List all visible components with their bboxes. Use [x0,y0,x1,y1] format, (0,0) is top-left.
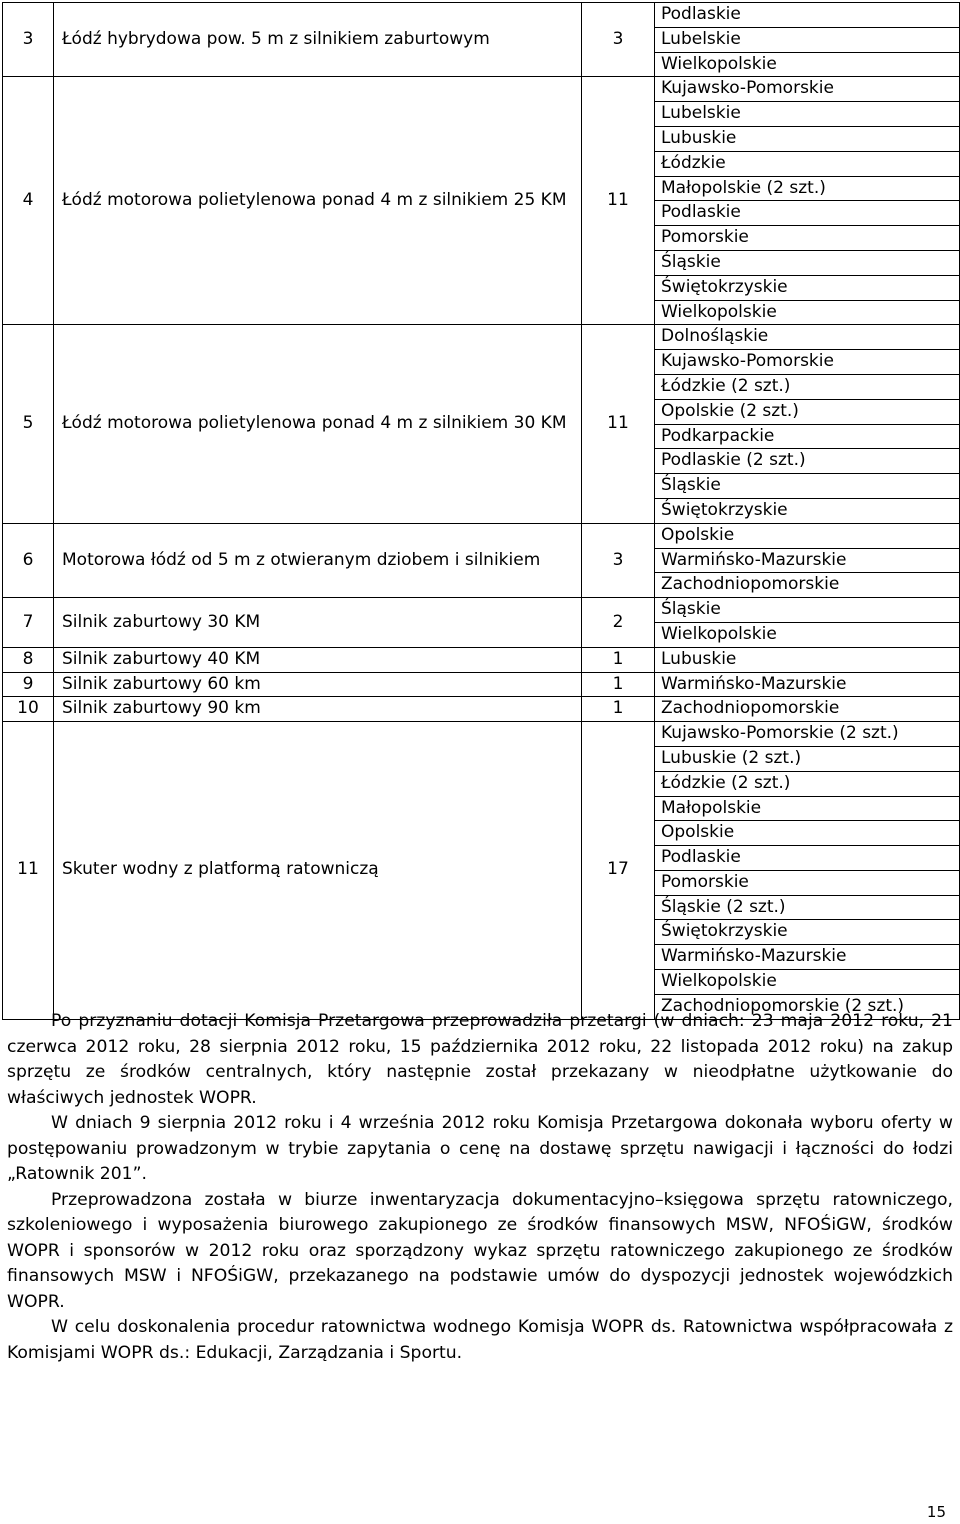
region-item: Kujawsko-Pomorskie [655,349,959,374]
item-name: Silnik zaburtowy 90 km [54,697,582,722]
region-item: Świętokrzyskie [655,498,959,523]
row-number: 11 [3,722,54,1020]
region-item: Wielkopolskie [655,300,959,325]
item-quantity: 1 [582,697,655,722]
table-row [3,722,960,1020]
equipment-table [2,2,960,1020]
row-number: 6 [3,523,54,597]
region-item: Zachodniopomorskie [655,572,959,597]
region-item: Podlaskie [655,200,959,225]
region-item: Lubuskie [661,648,737,669]
row-number: 9 [3,672,54,697]
item-name: Łódź motorowa polietylenowa ponad 4 m z silnikiem 30 KM [54,325,582,523]
paragraph-4: W celu doskonalenia procedur ratownictwa wodnego Komisja WOPR ds. Ratownictwa współpracowała z Komisjami WOPR ds.: Edukacji, Zarządzania i Sportu. [7,1317,953,1363]
table-row [3,523,960,597]
item-quantity: 11 [582,77,655,325]
item-name: Łódź hybrydowa pow. 5 m z silnikiem zaburtowym [54,3,582,77]
region-item: Wielkopolskie [655,969,959,994]
region-item: Łódzkie (2 szt.) [655,374,959,399]
item-name: Silnik zaburtowy 30 KM [54,598,582,648]
region-item: Pomorskie [655,870,959,895]
row-number: 5 [3,325,54,523]
region-item: Dolnośląskie [661,326,769,347]
paragraph-1: Po przyznaniu dotacji Komisja Przetargowa przeprowadziła przetargi (w dniach: 23 maja 2012 roku, 21 czerwca 2012 roku, 28 sierpnia 2012 roku, 15 października 2012 roku, 22 listopada 2012 roku) na zakup sprzętu ze środków centralnych, który następnie został przekazany w nieodpłatne użytkowanie do właściwych jednostek WOPR. [7,1011,953,1108]
item-quantity: 17 [582,722,655,1020]
page-number: 15 [926,1503,946,1521]
region-item: Warmińsko-Mazurskie [655,944,959,969]
item-quantity: 1 [582,647,655,672]
region-list [655,523,960,597]
table-row [3,697,960,722]
region-item: Śląskie (2 szt.) [655,895,959,920]
item-name: Skuter wodny z platformą ratowniczą [54,722,582,1020]
region-item: Kujawsko-Pomorskie [661,78,834,99]
region-item: Kujawsko-Pomorskie (2 szt.) [661,723,899,744]
table-row [3,598,960,648]
region-list [655,3,960,77]
body-text [7,1009,953,1366]
region-list [655,647,960,672]
item-name: Silnik zaburtowy 60 km [54,672,582,697]
region-item: Podlaskie [661,4,741,24]
item-quantity: 11 [582,325,655,523]
region-item: Świętokrzyskie [655,919,959,944]
paragraph-3: Przeprowadzona została w biurze inwentaryzacja dokumentacyjno–księgowa sprzętu ratowniczego, szkoleniowego i wyposażenia biurowego zakupionego ze środków finansowych MSW, NFOŚiGW, środków WOPR i sponsorów w 2012 roku oraz sporządzony wykaz sprzętu ratowniczego zakupionego ze środków finansowych MSW i NFOŚiGW, przekazanego na podstawie umów do dyspozycji jednostek wojewódzkich WOPR. [7,1189,953,1312]
table-row [3,3,960,77]
item-name: Motorowa łódź od 5 m z otwieranym dziobem i silnikiem [54,523,582,597]
item-quantity: 3 [582,3,655,77]
item-quantity: 1 [582,672,655,697]
row-number: 3 [3,3,54,77]
item-name: Silnik zaburtowy 40 KM [54,647,582,672]
region-list [655,77,960,325]
region-item: Podlaskie [655,845,959,870]
region-item: Warmińsko-Mazurskie [661,673,847,694]
row-number: 8 [3,647,54,672]
item-quantity: 3 [582,523,655,597]
region-item: Małopolskie [655,796,959,821]
region-list [655,325,960,523]
region-item: Śląskie [655,250,959,275]
region-list [655,672,960,697]
region-item: Łódzkie [655,151,959,176]
region-list [655,697,960,722]
region-item: Opolskie (2 szt.) [655,399,959,424]
paragraph-2: W dniach 9 sierpnia 2012 roku i 4 września 2012 roku Komisja Przetargowa dokonała wyboru oferty w postępowaniu prowadzonym w trybie zapytania o cenę na dostawę sprzętu nawigacji i łączności do łodzi „Ratownik 201”. [7,1113,953,1184]
row-number: 7 [3,598,54,648]
region-item: Lubelskie [655,101,959,126]
region-item: Podlaskie (2 szt.) [655,448,959,473]
region-item: Świętokrzyskie [655,275,959,300]
region-item: Lubuskie (2 szt.) [655,746,959,771]
region-list [655,722,960,1020]
region-item: Podkarpackie [655,424,959,449]
table-row [3,77,960,325]
row-number: 10 [3,697,54,722]
region-item: Wielkopolskie [655,52,959,77]
table-row [3,647,960,672]
region-item: Łódzkie (2 szt.) [655,771,959,796]
region-list [655,598,960,648]
region-item: Warmińsko-Mazurskie [655,548,959,573]
region-item: Pomorskie [655,225,959,250]
region-item: Zachodniopomorskie [661,698,840,719]
item-quantity: 2 [582,598,655,648]
item-name: Łódź motorowa polietylenowa ponad 4 m z silnikiem 25 KM [54,77,582,325]
region-item: Lubelskie [655,27,959,52]
region-item: Śląskie [655,473,959,498]
row-number: 4 [3,77,54,325]
region-item: Małopolskie (2 szt.) [655,176,959,201]
table-row [3,672,960,697]
region-item: Zachodniopomorskie (2 szt.) [655,994,959,1019]
region-item: Śląskie [661,599,721,620]
region-item: Opolskie [661,524,735,545]
region-item: Lubuskie [655,126,959,151]
region-item: Opolskie [655,820,959,845]
table-row [3,325,960,523]
region-item: Wielkopolskie [655,622,959,647]
